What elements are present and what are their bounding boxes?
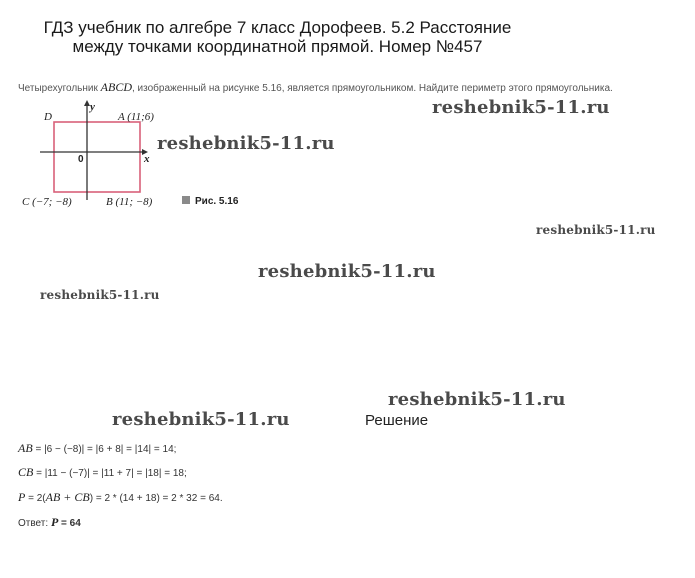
figure-5-16 bbox=[22, 98, 262, 210]
vertex-label-a: A (11;6) bbox=[118, 111, 154, 123]
page-title bbox=[0, 18, 555, 56]
vertex-label-b: B (11; −8) bbox=[106, 196, 153, 208]
var-ab: AB bbox=[18, 441, 33, 455]
caption-marker bbox=[182, 196, 190, 204]
watermark: reshebnik5-11.ru bbox=[40, 288, 160, 302]
line-ab-rest: = |6 − (−8)| = |6 + 8| = |14| = 14; bbox=[32, 444, 177, 455]
vertex-label-c: C (−7; −8) bbox=[22, 196, 72, 208]
task-suffix: , изображенный на рисунке 5.16, является прямоугольником. Найдите периметр этого прямоугольника. bbox=[132, 83, 613, 94]
solution-heading: Решение bbox=[365, 412, 429, 429]
rectangle-abcd bbox=[54, 122, 140, 192]
watermark: reshebnik5-11.ru bbox=[258, 261, 436, 282]
var-p: P bbox=[18, 490, 26, 504]
line-p-rest: ) = 2 * (14 + 18) = 2 * 32 = 64. bbox=[89, 493, 223, 504]
answer-var: P bbox=[50, 515, 59, 529]
task-prefix: Четырехугольник bbox=[18, 83, 101, 94]
axis-label-x: x bbox=[144, 153, 150, 165]
axis-label-y: y bbox=[90, 101, 95, 113]
watermark: reshebnik5-11.ru bbox=[157, 133, 335, 154]
task-variable: ABCD bbox=[100, 80, 132, 94]
answer-label: Ответ: bbox=[18, 518, 51, 529]
watermark: reshebnik5-11.ru bbox=[536, 223, 656, 237]
answer-value: = 64 bbox=[58, 518, 81, 529]
origin-label: 0 bbox=[78, 154, 84, 165]
rectangle-figure bbox=[22, 98, 262, 210]
watermark: reshebnik5-11.ru bbox=[432, 97, 610, 118]
line-cb-rest: = |11 − (−7)| = |11 + 7| = |18| = 18; bbox=[33, 468, 187, 479]
solution-line-ab bbox=[18, 441, 176, 456]
solution-line-perimeter bbox=[18, 490, 223, 505]
figure-caption: Рис. 5.16 bbox=[195, 196, 239, 207]
solution-answer bbox=[18, 515, 81, 530]
solution-line-cb bbox=[18, 465, 187, 480]
watermark: reshebnik5-11.ru bbox=[112, 409, 290, 430]
line-p-mid: = 2( bbox=[25, 493, 46, 504]
vertex-label-d: D bbox=[44, 111, 52, 123]
var-ab-cb: AB + CB bbox=[45, 490, 90, 504]
title-line-2: между точками координатной прямой. Номер №457 bbox=[72, 37, 483, 56]
watermark: reshebnik5-11.ru bbox=[388, 389, 566, 410]
task-statement bbox=[18, 80, 688, 95]
var-cb: CB bbox=[18, 465, 34, 479]
title-line-1: ГДЗ учебник по алгебре 7 класс Дорофеев. 5.2 Расстояние bbox=[43, 18, 512, 37]
